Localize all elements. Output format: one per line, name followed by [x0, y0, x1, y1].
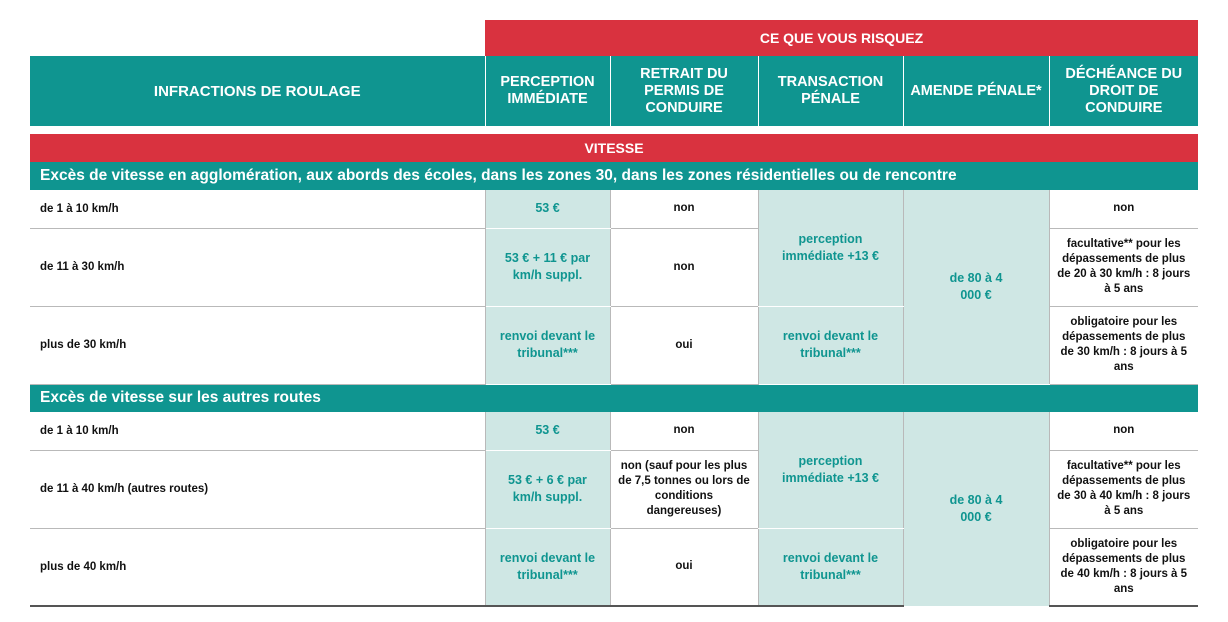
- header-gap-row: [30, 126, 1198, 134]
- decheance-cell: facultative** pour les dépassements de plus de 30 à 40 km/h : 8 jours à 5 ans: [1049, 450, 1198, 528]
- decheance-cell: non: [1049, 190, 1198, 228]
- table-row: [30, 412, 1198, 450]
- header-empty-cell: [30, 20, 485, 56]
- transaction-cell-shared: perception immédiate +13 €: [758, 190, 903, 306]
- col-header-decheance: DÉCHÉANCE DU DROIT DE CONDUIRE: [1049, 56, 1198, 126]
- row-label: plus de 30 km/h: [30, 306, 485, 384]
- perception-cell: renvoi devant le tribunal***: [485, 528, 610, 606]
- section-title: VITESSE: [30, 134, 1198, 162]
- transaction-cell-shared: perception immédiate +13 €: [758, 412, 903, 528]
- group-title: Excès de vitesse en agglomération, aux abords des écoles, dans les zones 30, dans les zones résidentielles ou de rencontre: [30, 162, 1198, 190]
- header-risk-row: [30, 20, 1198, 56]
- col-header-infractions: INFRACTIONS DE ROULAGE: [30, 56, 485, 126]
- retrait-cell: non: [610, 228, 758, 306]
- table-row: [30, 190, 1198, 228]
- group-title-row: [30, 162, 1198, 190]
- row-label: plus de 40 km/h: [30, 528, 485, 606]
- row-label: de 1 à 10 km/h: [30, 190, 485, 228]
- header-columns-row: [30, 56, 1198, 126]
- perception-cell: 53 €: [485, 412, 610, 450]
- col-header-retrait: RETRAIT DU PERMIS DE CONDUIRE: [610, 56, 758, 126]
- retrait-cell: oui: [610, 306, 758, 384]
- transaction-cell: renvoi devant le tribunal***: [758, 528, 903, 606]
- header-risk: CE QUE VOUS RISQUEZ: [485, 20, 1198, 56]
- row-label: de 1 à 10 km/h: [30, 412, 485, 450]
- infractions-table: [30, 20, 1198, 607]
- decheance-cell: non: [1049, 412, 1198, 450]
- retrait-cell: oui: [610, 528, 758, 606]
- retrait-cell: non: [610, 412, 758, 450]
- col-header-transaction: TRANSACTION PÉNALE: [758, 56, 903, 126]
- amende-cell-shared: de 80 à 4 000 €: [903, 412, 1049, 606]
- perception-cell: 53 € + 6 € par km/h suppl.: [485, 450, 610, 528]
- perception-cell: 53 € + 11 € par km/h suppl.: [485, 228, 610, 306]
- row-label: de 11 à 30 km/h: [30, 228, 485, 306]
- group-title: Excès de vitesse sur les autres routes: [30, 384, 1198, 412]
- decheance-cell: obligatoire pour les dépassements de plus de 40 km/h : 8 jours à 5 ans: [1049, 528, 1198, 606]
- perception-cell: renvoi devant le tribunal***: [485, 306, 610, 384]
- retrait-cell: non (sauf pour les plus de 7,5 tonnes ou lors de conditions dangereuses): [610, 450, 758, 528]
- col-header-perception: PERCEPTION IMMÉDIATE: [485, 56, 610, 126]
- section-row: [30, 134, 1198, 162]
- row-label: de 11 à 40 km/h (autres routes): [30, 450, 485, 528]
- decheance-cell: obligatoire pour les dépassements de plus de 30 km/h : 8 jours à 5 ans: [1049, 306, 1198, 384]
- transaction-cell: renvoi devant le tribunal***: [758, 306, 903, 384]
- group-title-row: [30, 384, 1198, 412]
- retrait-cell: non: [610, 190, 758, 228]
- decheance-cell: facultative** pour les dépassements de plus de 20 à 30 km/h : 8 jours à 5 ans: [1049, 228, 1198, 306]
- perception-cell: 53 €: [485, 190, 610, 228]
- col-header-amende: AMENDE PÉNALE*: [903, 56, 1049, 126]
- amende-cell-shared: de 80 à 4 000 €: [903, 190, 1049, 384]
